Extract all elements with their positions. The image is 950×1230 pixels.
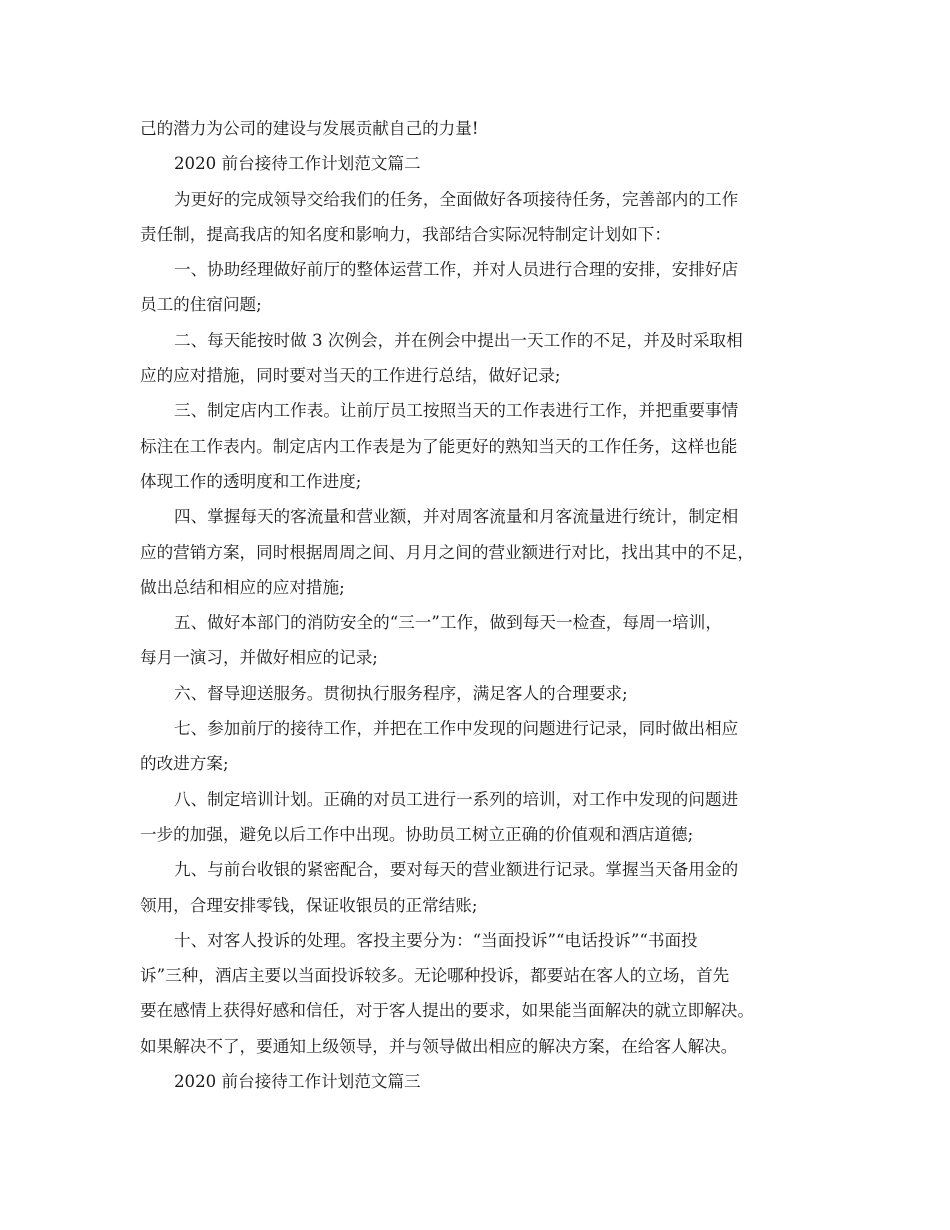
text-line: 责任制，提高我店的知名度和影响力，我部结合实际况特制定计划如下： xyxy=(140,224,671,244)
section-heading: 2020 前台接待工作计划范文篇二 xyxy=(174,154,421,174)
text-line: 体现工作的透明度和工作进度; xyxy=(140,471,362,491)
list-item-3: 三、制定店内工作表。让前厅员工按照当天的工作表进行工作，并把重要事情 xyxy=(174,401,739,421)
list-item-10: 十、对客人投诉的处理。客投主要分为：“当面投诉”“电话投诉”“书面投 xyxy=(174,930,698,950)
text-line: 诉”三种，酒店主要以当面投诉较多。无论哪种投诉，都要站在客人的立场，首先 xyxy=(140,966,730,986)
text-line: 标注在工作表内。制定店内工作表是为了能更好的熟知当天的工作任务，这样也能 xyxy=(140,436,738,456)
text-line: 领用，合理安排零钱，保证收银员的正常结账; xyxy=(140,895,478,915)
list-item-6: 六、督导迎送服务。贯彻执行服务程序，满足客人的合理要求; xyxy=(174,683,628,703)
list-item-9: 九、与前台收银的紧密配合，要对每天的营业额进行记录。掌握当天备用金的 xyxy=(174,860,739,880)
list-item-4: 四、掌握每天的客流量和营业额，并对周客流量和月客流量进行统计，制定相 xyxy=(174,507,739,527)
document-body xyxy=(140,111,820,1099)
text-line: 如果解决不了，要通知上级领导，并与领导做出相应的解决方案，在给客人解决。 xyxy=(140,1036,738,1056)
text-line: 每月一演习，并做好相应的记录; xyxy=(140,648,378,668)
text-line: 己的潜力为公司的建设与发展贡献自己的力量! xyxy=(140,119,479,138)
list-item-7: 七、参加前厅的接待工作，并把在工作中发现的问题进行记录，同时做出相应 xyxy=(174,719,739,739)
list-item-5: 五、做好本部门的消防安全的“三一”工作，做到每天一检查，每周一培训， xyxy=(174,613,722,633)
list-item-1: 一、协助经理做好前厅的整体运营工作，并对人员进行合理的安排，安排好店 xyxy=(174,260,739,280)
text-line: 应的应对措施，同时要对当天的工作进行总结，做好记录; xyxy=(140,366,561,386)
text-line: 的改进方案; xyxy=(140,754,229,774)
text-line: 应的营销方案，同时根据周周之间、月月之间的营业额进行对比，找出其中的不足， xyxy=(140,542,754,562)
text-line: 一步的加强，避免以后工作中出现。协助员工树立正确的价值观和酒店道德; xyxy=(140,824,694,844)
list-item-8: 八、制定培训计划。正确的对员工进行一系列的培训，对工作中发现的问题进 xyxy=(174,789,739,809)
text-line: 员工的住宿问题; xyxy=(140,295,262,315)
list-item-2: 二、每天能按时做 3 次例会，并在例会中提出一天工作的不足，并及时采取相 xyxy=(174,330,743,350)
text-line: 要在感情上获得好感和信任，对于客人提出的要求，如果能当面解决的就立即解决。 xyxy=(140,1001,754,1021)
text-line: 做出总结和相应的应对措施; xyxy=(140,577,345,597)
section-heading: 2020 前台接待工作计划范文篇三 xyxy=(174,1072,421,1092)
text-line: 为更好的完成领导交给我们的任务，全面做好各项接待任务，完善部内的工作 xyxy=(174,189,739,209)
